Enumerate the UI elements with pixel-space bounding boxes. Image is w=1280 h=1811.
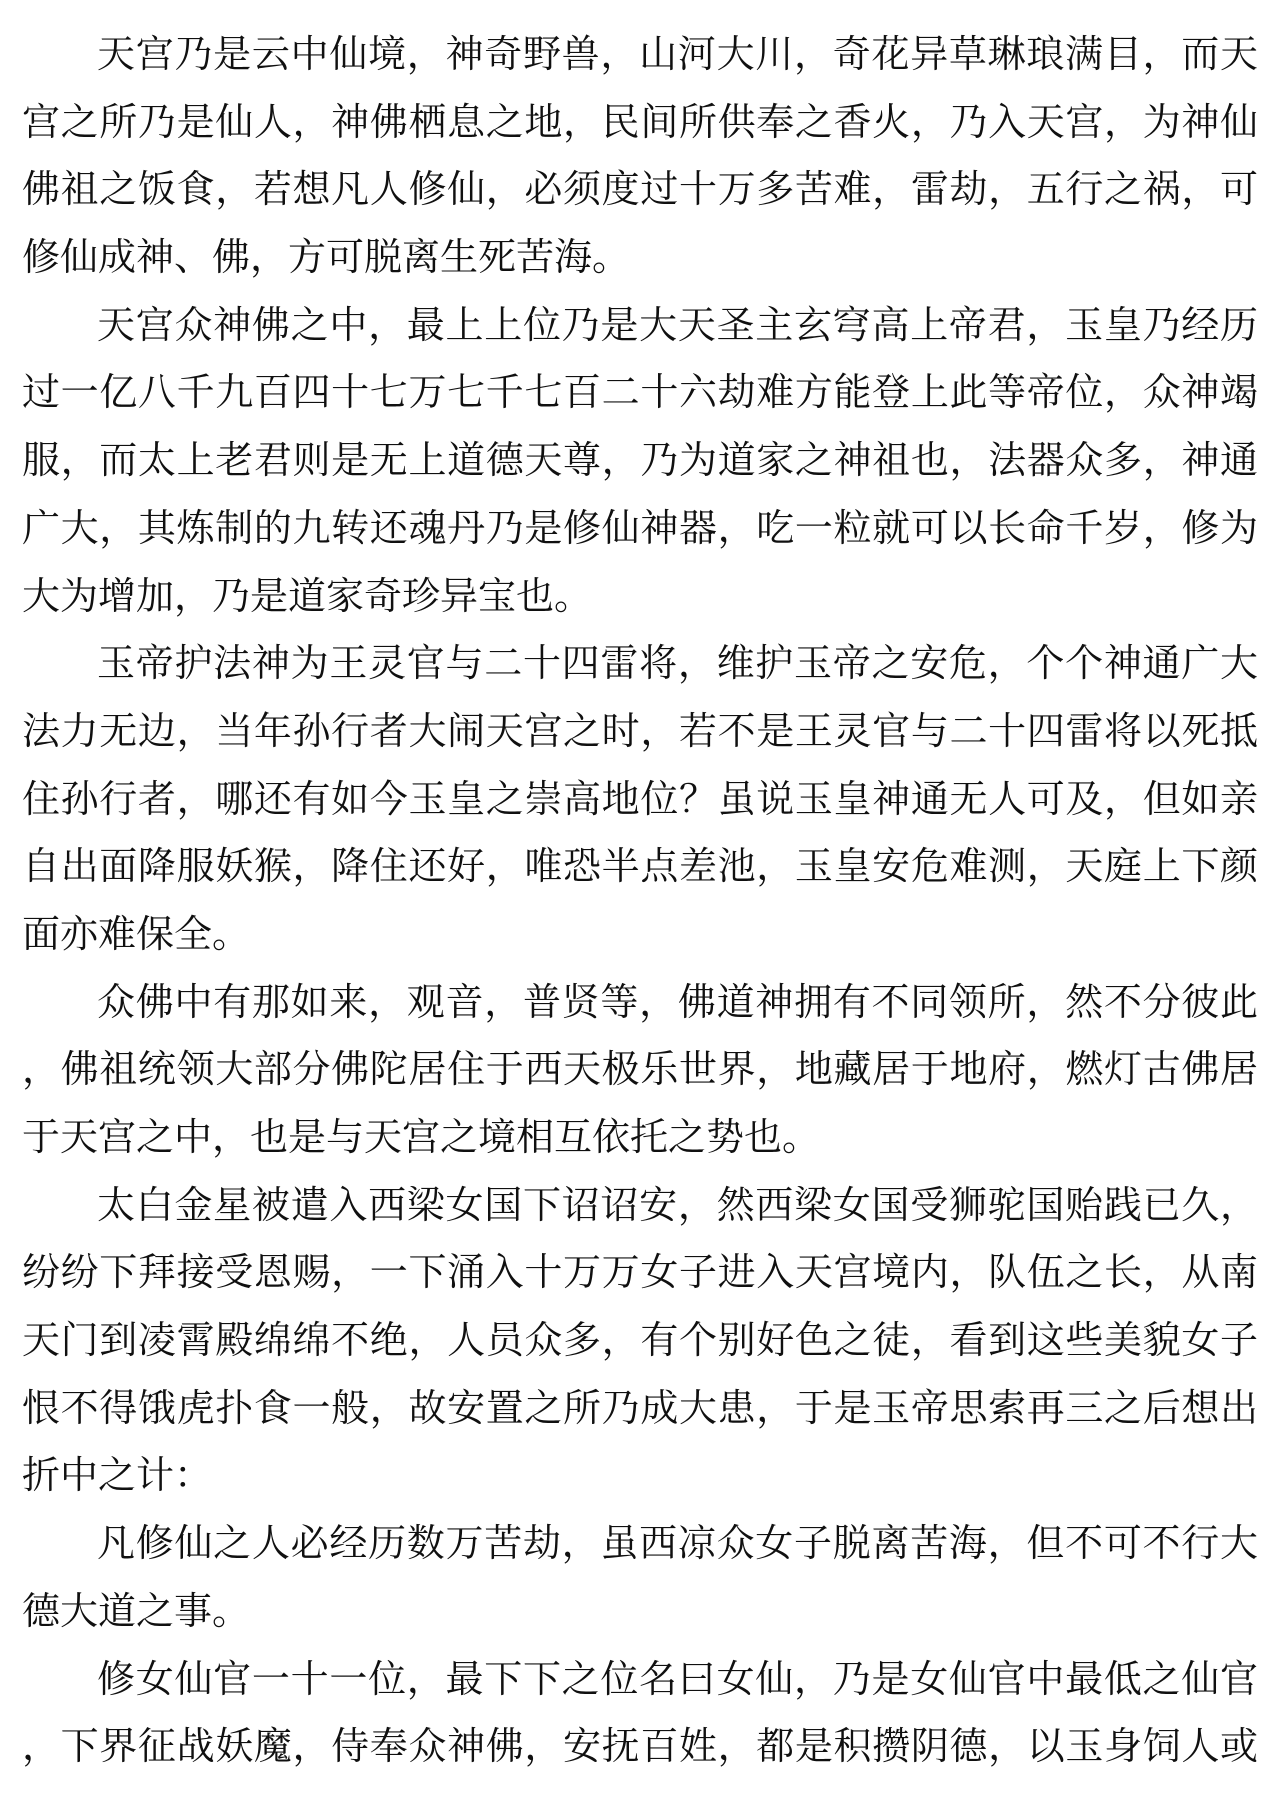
text-line: 于天宫之中，也是与天宫之境相互依托之势也。: [22, 1117, 821, 1159]
text-line: 纷纷下拜接受恩赐，一下涌入十万万女子进入天宫境内，队伍之长，从南: [22, 1252, 1258, 1295]
text-line: 天门到凌霄殿绵绵不绝，人员众多，有个别好色之徒，看到这些美貌女子: [22, 1320, 1258, 1363]
paragraph-1: [22, 22, 1258, 293]
text-line: ，佛祖统领大部分佛陀居住于西天极乐世界，地藏居于地府，燃灯古佛居: [22, 1049, 1258, 1092]
text-line: 天宫乃是云中仙境，神奇野兽，山河大川，奇花异草琳琅满目，而天: [97, 34, 1258, 76]
text-line: 面亦难保全。: [22, 913, 251, 956]
text-line: 凡修仙之人必经历数万苦劫，虽西凉众女子脱离苦海，但不可不行大: [97, 1523, 1258, 1566]
paragraph-5: [22, 1173, 1258, 1511]
text-line: 过一亿八千九百四十七万七千七百二十六劫难方能登上此等帝位，众神竭: [22, 372, 1258, 415]
text-line: 法力无边，当年孙行者大闹天宫之时，若不是王灵官与二十四雷将以死抵: [22, 710, 1258, 753]
text-line: 宫之所乃是仙人，神佛栖息之地，民间所供奉之香火，乃入天宫，为神仙: [22, 101, 1258, 144]
text-line: 天宫众神佛之中，最上上位乃是大天圣主玄穹高上帝君，玉皇乃经历: [97, 304, 1258, 347]
text-line: 众佛中有那如来，观音，普贤等，佛道神拥有不同领所，然不分彼此: [97, 981, 1258, 1024]
text-line: 自出面降服妖猴，降住还好，唯恐半点差池，玉皇安危难测，天庭上下颜: [22, 846, 1258, 889]
text-line: 佛祖之饭食，若想凡人修仙，必须度过十万多苦难，雷劫，五行之祸，可: [22, 169, 1258, 212]
text-line: 玉帝护法神为王灵官与二十四雷将，维护玉帝之安危，个个神通广大: [97, 643, 1258, 686]
text-line: 修女仙官一十一位，最下下之位名曰女仙，乃是女仙官中最低之仙官: [97, 1658, 1258, 1701]
paragraph-7: [22, 1647, 1258, 1782]
text-line: 太白金星被遣入西梁女国下诏诏安，然西梁女国受狮驼国贻践已久，: [97, 1184, 1258, 1227]
text-line: ，下界征战妖魔，侍奉众神佛，安抚百姓，都是积攒阴德，以玉身饲人或: [22, 1726, 1258, 1769]
paragraph-2: [22, 293, 1258, 631]
text-line: 住孙行者，哪还有如今玉皇之崇高地位？虽说玉皇神通无人可及，但如亲: [22, 778, 1258, 821]
text-line: 大为增加，乃是道家奇珍异宝也。: [22, 575, 593, 618]
paragraph-3: [22, 631, 1258, 969]
text-line: 修仙成神、佛，方可脱离生死苦海。: [22, 237, 631, 280]
text-line: 德大道之事。: [22, 1590, 251, 1633]
text-line: 服，而太上老君则是无上道德天尊，乃为道家之神祖也，法器众多，神通: [22, 440, 1258, 483]
text-line: 恨不得饿虎扑食一般，故安置之所乃成大患，于是玉帝思索再三之后想出: [22, 1387, 1258, 1430]
paragraph-6: [22, 1511, 1258, 1646]
text-line: 广大，其炼制的九转还魂丹乃是修仙神器，吃一粒就可以长命千岁，修为: [22, 507, 1258, 550]
text-line: 折中之计：: [22, 1455, 213, 1498]
paragraph-4: [22, 970, 1258, 1173]
